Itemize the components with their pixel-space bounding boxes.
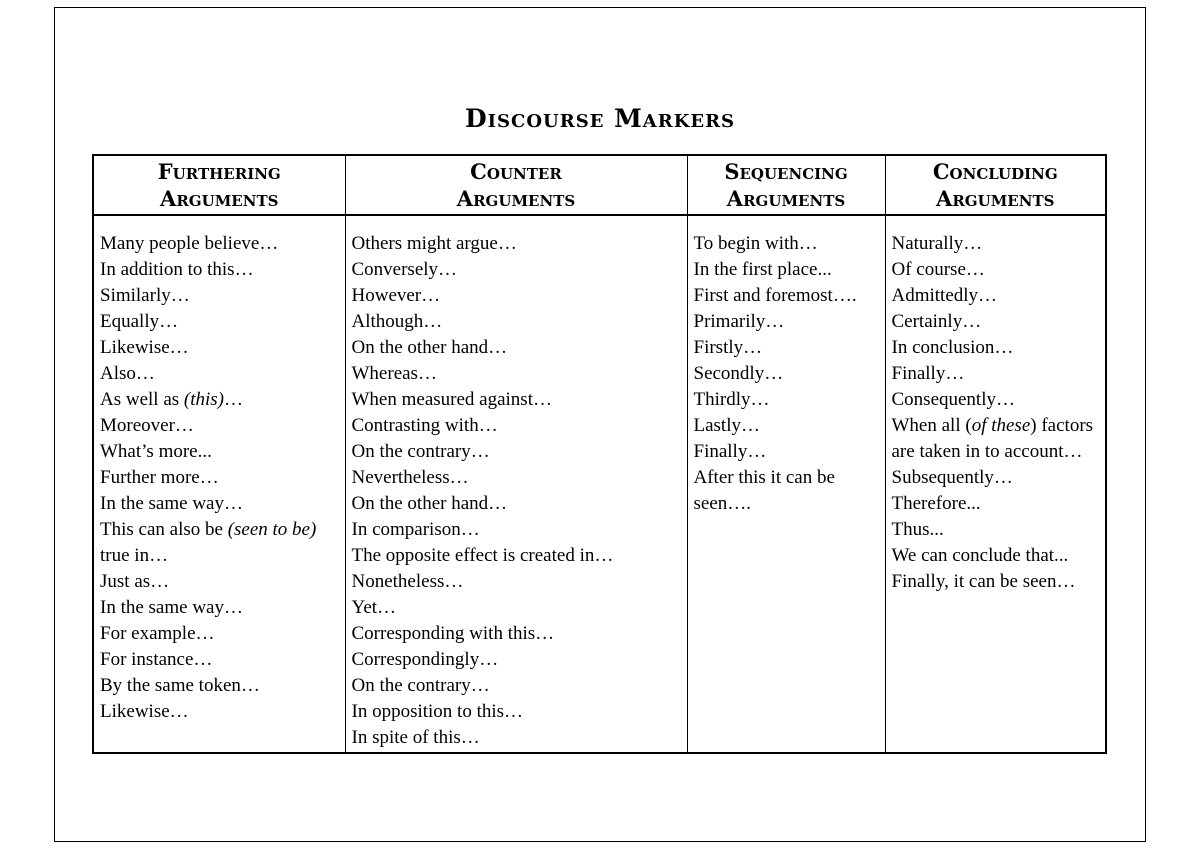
marker-item: Yet…: [351, 597, 397, 618]
marker-item: Firstly…: [693, 337, 763, 358]
marker-item-part: …: [224, 389, 244, 410]
marker-item: Further more…: [100, 467, 219, 488]
marker-item: Therefore...: [891, 493, 981, 514]
marker-item: Certainly…: [891, 311, 982, 332]
marker-item: Also…: [100, 363, 155, 384]
marker-item: On the other hand…: [351, 337, 508, 358]
marker-item: In the same way…: [100, 597, 243, 618]
marker-item: Contrasting with…: [351, 415, 498, 436]
marker-item-part: As well as: [100, 389, 184, 410]
marker-item: The opposite effect is created in…: [351, 545, 614, 566]
marker-item: Finally…: [693, 441, 767, 462]
marker-item: Thirdly…: [693, 389, 770, 410]
marker-item: For example…: [100, 623, 215, 644]
marker-item: Finally, it can be seen…: [891, 571, 1076, 592]
marker-item-italic-part: of these: [971, 415, 1031, 436]
marker-item: Likewise…: [100, 337, 189, 358]
header-sequencing-arguments: [687, 155, 885, 215]
marker-item: Others might argue…: [351, 233, 517, 254]
discourse-markers-table: [92, 154, 1107, 754]
marker-item: In spite of this…: [351, 727, 480, 748]
header-line: Counter: [470, 159, 562, 184]
header-concluding-arguments: [885, 155, 1106, 215]
marker-item: Whereas…: [351, 363, 437, 384]
marker-item: Conversely…: [351, 259, 458, 280]
marker-item: Finally…: [891, 363, 965, 384]
marker-item: However…: [351, 285, 441, 306]
marker-item: Thus...: [891, 519, 944, 540]
marker-item-part: ) factors are taken in to account…: [891, 415, 1094, 462]
marker-item: Likewise…: [100, 701, 189, 722]
header-line: Arguments: [936, 186, 1055, 211]
marker-item: In conclusion…: [891, 337, 1014, 358]
marker-item: Subsequently…: [891, 467, 1013, 488]
header-furthering-arguments: [93, 155, 345, 215]
marker-item: Similarly…: [100, 285, 190, 306]
header-counter-arguments: [345, 155, 687, 215]
marker-item: Primarily…: [693, 311, 785, 332]
marker-item: Just as…: [100, 571, 170, 592]
marker-item: Naturally…: [891, 233, 983, 254]
header-line: Furthering: [157, 159, 281, 184]
marker-item: Moreover…: [100, 415, 194, 436]
marker-item: In opposition to this…: [351, 701, 524, 722]
marker-item: Of course…: [891, 259, 985, 280]
header-line: Arguments: [456, 186, 576, 211]
markers-row: [93, 215, 1106, 753]
marker-item: Lastly…: [693, 415, 760, 436]
marker-item: What’s more...: [100, 441, 212, 462]
marker-item: [100, 387, 339, 413]
marker-item: Equally…: [100, 311, 179, 332]
marker-item: First and foremost….: [693, 285, 857, 306]
sequencing-arguments-list: [687, 215, 885, 753]
marker-item: Nonetheless…: [351, 571, 464, 592]
marker-item: In the first place...: [693, 259, 832, 280]
marker-item: Consequently…: [891, 389, 1015, 410]
marker-item: Although…: [351, 311, 443, 332]
marker-item: Correspondingly…: [351, 649, 499, 670]
marker-item: For instance…: [100, 649, 213, 670]
page-title: Discourse Markers: [464, 104, 736, 133]
header-line: Arguments: [726, 186, 846, 211]
marker-item: In the same way…: [100, 493, 243, 514]
header-line: Concluding: [932, 159, 1058, 184]
marker-item-italic-part: (this): [183, 389, 225, 410]
marker-item: [892, 413, 1100, 465]
marker-item: Admittedly…: [891, 285, 998, 306]
marker-item: Secondly…: [693, 363, 784, 384]
marker-item: In comparison…: [351, 519, 480, 540]
marker-item-part: true in…: [100, 545, 169, 566]
counter-arguments-list: [345, 215, 687, 753]
marker-item: After this it can be seen….: [693, 467, 835, 514]
marker-item-part: When all (: [891, 415, 972, 436]
marker-item: We can conclude that...: [891, 545, 1069, 566]
marker-item: To begin with…: [693, 233, 818, 254]
marker-item-part: This can also be: [100, 519, 228, 540]
marker-item: On the contrary…: [351, 441, 490, 462]
marker-item: Corresponding with this…: [351, 623, 555, 644]
marker-item-italic-part: (seen to be): [227, 519, 317, 540]
marker-item: On the other hand…: [351, 493, 508, 514]
header-line: Arguments: [160, 186, 279, 211]
marker-item: In addition to this…: [100, 259, 254, 280]
header-row: [93, 155, 1106, 215]
marker-item: By the same token…: [100, 675, 260, 696]
furthering-arguments-list: [93, 215, 345, 753]
marker-item: Nevertheless…: [351, 467, 469, 488]
marker-item: Many people believe…: [100, 233, 279, 254]
concluding-arguments-list: [885, 215, 1106, 753]
header-line: Sequencing: [724, 159, 848, 184]
marker-item: When measured against…: [351, 389, 552, 410]
marker-item: [100, 517, 339, 569]
marker-item: On the contrary…: [351, 675, 490, 696]
